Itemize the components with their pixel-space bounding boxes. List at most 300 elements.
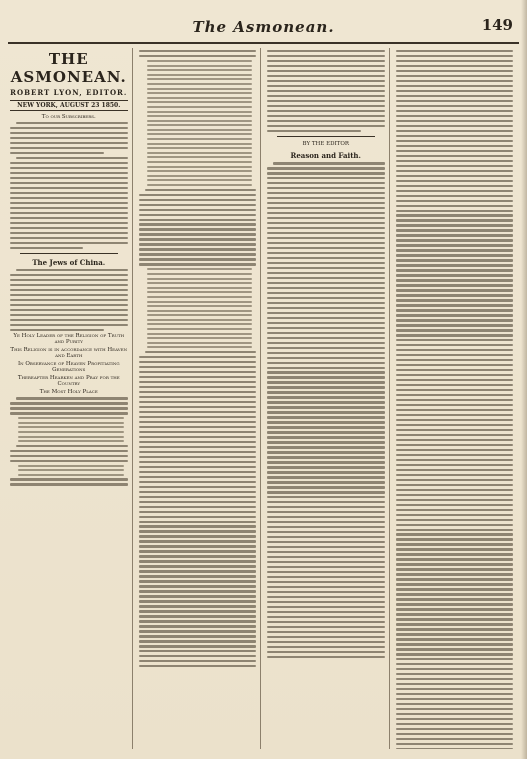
text-line	[396, 703, 514, 705]
text-line	[16, 269, 128, 271]
text-line	[139, 540, 257, 542]
text-line	[396, 414, 514, 416]
text-line	[145, 351, 257, 353]
text-line	[267, 441, 385, 443]
text-line	[139, 570, 257, 572]
text-line	[139, 665, 257, 667]
text-line	[396, 274, 514, 276]
text-line	[396, 145, 514, 147]
text-line	[396, 70, 514, 72]
text-line	[396, 140, 514, 142]
text-line	[396, 648, 514, 650]
quote-line	[147, 319, 253, 321]
text-line	[396, 279, 514, 281]
quote-line	[18, 440, 124, 442]
text-line	[396, 224, 514, 226]
text-line	[267, 272, 385, 274]
text-line	[10, 329, 104, 331]
text-line	[10, 309, 128, 311]
text-line	[267, 357, 385, 359]
quote-line	[147, 120, 253, 122]
quote-line	[147, 65, 253, 67]
text-line	[139, 396, 257, 398]
text-line	[396, 633, 514, 635]
text-line	[139, 356, 257, 358]
text-line	[267, 105, 385, 107]
text-line	[396, 180, 514, 182]
text-line	[396, 504, 514, 506]
text-line	[267, 431, 385, 433]
text-line	[10, 232, 128, 234]
text-line	[139, 516, 257, 518]
text-line	[10, 212, 128, 214]
text-line	[396, 75, 514, 77]
text-line	[267, 521, 385, 523]
quote-line	[18, 431, 124, 433]
quote-line	[18, 469, 124, 471]
text-line	[396, 175, 514, 177]
text-line	[10, 137, 128, 139]
text-line	[267, 501, 385, 503]
text-line	[396, 683, 514, 685]
text-line	[139, 263, 257, 265]
text-line	[139, 253, 257, 255]
text-line	[139, 511, 257, 513]
section-divider	[20, 253, 118, 254]
text-line	[267, 247, 385, 249]
quote-line	[18, 474, 124, 476]
quote-line	[147, 124, 253, 126]
text-line	[267, 466, 385, 468]
quote-line	[147, 301, 253, 303]
text-line	[139, 451, 257, 453]
quote-line	[147, 88, 253, 90]
text-line	[396, 399, 514, 401]
inscription-4: Thereafter Hearken and Pray for the Country	[17, 375, 120, 388]
text-line	[267, 192, 385, 194]
text-line	[396, 170, 514, 172]
text-line	[267, 566, 385, 568]
text-line	[267, 227, 385, 229]
text-line	[267, 556, 385, 558]
text-line	[396, 608, 514, 610]
text-line	[396, 613, 514, 615]
quote-line	[147, 101, 253, 103]
text-line	[267, 576, 385, 578]
text-line	[139, 50, 257, 52]
text-line	[396, 628, 514, 630]
text-line	[267, 70, 385, 72]
inscription-5: The Most Holy Place	[39, 389, 98, 396]
text-line	[139, 575, 257, 577]
text-line	[396, 728, 514, 730]
text-line	[10, 304, 128, 306]
text-line	[267, 601, 385, 603]
text-line	[396, 558, 514, 560]
text-line	[396, 673, 514, 675]
text-line	[139, 620, 257, 622]
text-line	[396, 578, 514, 580]
text-line	[267, 536, 385, 538]
text-line	[396, 499, 514, 501]
quote-line	[147, 74, 253, 76]
text-line	[267, 626, 385, 628]
subscriber-note-body	[10, 122, 128, 249]
text-line	[396, 678, 514, 680]
text-line	[139, 248, 257, 250]
text-line	[139, 371, 257, 373]
text-line	[396, 688, 514, 690]
text-line	[16, 157, 128, 159]
text-line	[396, 489, 514, 491]
text-line	[267, 531, 385, 533]
text-line	[139, 590, 257, 592]
text-line	[267, 115, 385, 117]
text-line	[267, 110, 385, 112]
column-3-top-body	[267, 50, 385, 132]
text-line	[396, 643, 514, 645]
text-line	[396, 190, 514, 192]
text-line	[396, 459, 514, 461]
section-byline: BY THE EDITOR	[302, 141, 349, 148]
text-line	[139, 228, 257, 230]
text-line	[139, 204, 257, 206]
quote-line	[147, 166, 253, 168]
text-line	[267, 496, 385, 498]
text-line	[396, 533, 514, 535]
quote-line	[147, 92, 253, 94]
text-line	[139, 406, 257, 408]
quote-line	[147, 346, 253, 348]
quote-line	[147, 287, 253, 289]
text-line	[267, 406, 385, 408]
text-line	[267, 591, 385, 593]
text-line	[10, 294, 128, 296]
text-line	[10, 172, 128, 174]
text-line	[139, 386, 257, 388]
quote-line	[147, 106, 253, 108]
text-line	[139, 391, 257, 393]
text-line	[139, 461, 257, 463]
text-line	[396, 65, 514, 67]
text-line	[267, 486, 385, 488]
text-line	[139, 431, 257, 433]
text-line	[267, 75, 385, 77]
quote-line	[147, 152, 253, 154]
subscriber-note-title: To our Subscribers.	[41, 114, 96, 120]
text-line	[267, 297, 385, 299]
text-line	[396, 244, 514, 246]
text-line	[396, 598, 514, 600]
text-line	[139, 565, 257, 567]
text-line	[267, 292, 385, 294]
text-line	[267, 85, 385, 87]
text-line	[396, 713, 514, 715]
text-line	[139, 585, 257, 587]
article-body	[10, 269, 128, 331]
text-line	[139, 214, 257, 216]
running-head	[8, 18, 519, 44]
text-line	[139, 361, 257, 363]
text-line	[139, 476, 257, 478]
text-line	[10, 247, 83, 249]
text-line	[267, 561, 385, 563]
text-line	[396, 334, 514, 336]
text-line	[267, 611, 385, 613]
text-line	[396, 344, 514, 346]
text-line	[267, 177, 385, 179]
text-line	[267, 391, 385, 393]
quote-line	[147, 310, 253, 312]
text-line	[267, 207, 385, 209]
text-line	[396, 319, 514, 321]
text-line	[396, 289, 514, 291]
text-line	[396, 638, 514, 640]
text-line	[267, 476, 385, 478]
text-line	[139, 491, 257, 493]
text-line	[396, 623, 514, 625]
dateline: NEW YORK, AUGUST 23 1850.	[10, 100, 128, 111]
text-line	[10, 299, 128, 301]
text-line	[139, 535, 257, 537]
quote-line	[147, 138, 253, 140]
text-line	[10, 455, 128, 457]
quote-line	[147, 133, 253, 135]
text-line	[139, 506, 257, 508]
quote-line	[147, 78, 253, 80]
text-line	[267, 636, 385, 638]
text-line	[396, 210, 514, 212]
text-line	[396, 384, 514, 386]
inscription-1: Ye Holy Leader of the Religion of Truth and Purity	[13, 333, 125, 346]
text-line	[267, 90, 385, 92]
text-line	[267, 237, 385, 239]
text-line	[396, 110, 514, 112]
text-line	[396, 314, 514, 316]
text-line	[267, 646, 385, 648]
text-line	[139, 436, 257, 438]
text-line	[396, 259, 514, 261]
text-line	[267, 481, 385, 483]
text-line	[396, 205, 514, 207]
text-line	[139, 466, 257, 468]
text-line	[10, 314, 128, 316]
quote-line	[147, 170, 253, 172]
text-line	[396, 529, 514, 531]
text-line	[396, 464, 514, 466]
text-line	[139, 545, 257, 547]
text-line	[139, 233, 257, 235]
text-line	[396, 239, 514, 241]
text-line	[267, 337, 385, 339]
text-line	[267, 511, 385, 513]
quote-line	[147, 282, 253, 284]
text-line	[396, 95, 514, 97]
text-line	[396, 309, 514, 311]
page-edge-shadow	[521, 0, 527, 759]
text-line	[267, 65, 385, 67]
text-line	[10, 483, 128, 485]
text-line	[267, 651, 385, 653]
text-line	[396, 329, 514, 331]
text-line	[267, 212, 385, 214]
text-line	[267, 60, 385, 62]
text-line	[267, 100, 385, 102]
text-line	[396, 125, 514, 127]
text-line	[139, 238, 257, 240]
text-line	[396, 115, 514, 117]
text-line	[267, 262, 385, 264]
text-line	[396, 264, 514, 266]
text-line	[267, 287, 385, 289]
text-line	[139, 55, 257, 57]
column-4-body	[396, 50, 514, 749]
quote-line	[147, 111, 253, 113]
text-line	[10, 279, 128, 281]
text-line	[396, 563, 514, 565]
quote-line	[147, 273, 253, 275]
text-line	[267, 125, 385, 127]
text-line	[396, 568, 514, 570]
text-line	[396, 723, 514, 725]
text-line	[139, 655, 257, 657]
text-line	[139, 243, 257, 245]
section-divider	[277, 136, 375, 137]
text-line	[10, 177, 128, 179]
text-line	[10, 319, 128, 321]
text-line	[396, 135, 514, 137]
text-line	[267, 257, 385, 259]
running-head-title: The Asmonean.	[192, 18, 335, 36]
quote-line	[147, 333, 253, 335]
text-line	[396, 668, 514, 670]
text-line	[396, 708, 514, 710]
text-line	[267, 371, 385, 373]
quote-line	[18, 426, 124, 428]
text-line	[396, 409, 514, 411]
quote-line	[147, 60, 253, 62]
text-line	[10, 182, 128, 184]
text-line	[10, 237, 128, 239]
text-line	[10, 217, 128, 219]
text-line	[16, 445, 128, 447]
text-line	[267, 252, 385, 254]
text-line	[267, 426, 385, 428]
text-line	[10, 142, 128, 144]
text-line	[396, 434, 514, 436]
quote-line	[147, 337, 253, 339]
text-line	[267, 187, 385, 189]
text-line	[267, 596, 385, 598]
text-columns	[10, 48, 517, 749]
quote-line	[147, 268, 253, 270]
text-line	[267, 307, 385, 309]
quote-line	[147, 291, 253, 293]
text-line	[396, 543, 514, 545]
text-line	[139, 401, 257, 403]
text-line	[396, 424, 514, 426]
text-line	[396, 269, 514, 271]
text-line	[396, 60, 514, 62]
text-line	[10, 132, 128, 134]
text-line	[396, 304, 514, 306]
text-line	[396, 155, 514, 157]
text-line	[10, 450, 128, 452]
text-line	[267, 322, 385, 324]
inscription-3: In Observance of Heaven Propitiating Generations	[17, 361, 120, 374]
text-line	[396, 603, 514, 605]
text-line	[267, 367, 385, 369]
quote-line	[147, 314, 253, 316]
text-line	[10, 227, 128, 229]
text-line	[396, 454, 514, 456]
text-line	[396, 130, 514, 132]
text-line	[396, 444, 514, 446]
text-line	[396, 200, 514, 202]
text-line	[267, 55, 385, 57]
text-line	[139, 209, 257, 211]
column-2-body	[139, 50, 257, 667]
text-line	[396, 658, 514, 660]
text-line	[139, 530, 257, 532]
text-line	[10, 478, 128, 480]
text-line	[267, 50, 385, 52]
text-line	[396, 364, 514, 366]
text-line	[396, 254, 514, 256]
text-line	[10, 162, 128, 164]
text-line	[267, 421, 385, 423]
text-line	[10, 127, 128, 129]
text-line	[16, 397, 128, 399]
text-line	[139, 446, 257, 448]
text-line	[396, 718, 514, 720]
text-line	[139, 525, 257, 527]
text-line	[396, 165, 514, 167]
article-title: The Jews of China.	[32, 258, 106, 267]
text-line	[10, 242, 128, 244]
text-line	[396, 733, 514, 735]
text-line	[396, 90, 514, 92]
text-line	[139, 381, 257, 383]
text-line	[267, 411, 385, 413]
text-line	[10, 324, 128, 326]
text-line	[139, 376, 257, 378]
text-line	[139, 600, 257, 602]
quote-line	[147, 342, 253, 344]
column-3-article-body	[267, 162, 385, 658]
text-line	[139, 560, 257, 562]
text-line	[139, 223, 257, 225]
text-line	[139, 615, 257, 617]
text-line	[396, 484, 514, 486]
text-line	[139, 635, 257, 637]
text-line	[396, 294, 514, 296]
text-line	[139, 219, 257, 221]
text-line	[396, 404, 514, 406]
text-line	[10, 222, 128, 224]
text-line	[10, 147, 128, 149]
text-line	[396, 389, 514, 391]
text-line	[139, 486, 257, 488]
text-line	[267, 456, 385, 458]
text-line	[396, 538, 514, 540]
text-line	[145, 189, 257, 191]
quote-line	[18, 436, 124, 438]
text-line	[139, 550, 257, 552]
quote-line	[18, 422, 124, 424]
quote-line	[18, 465, 124, 467]
text-line	[267, 347, 385, 349]
